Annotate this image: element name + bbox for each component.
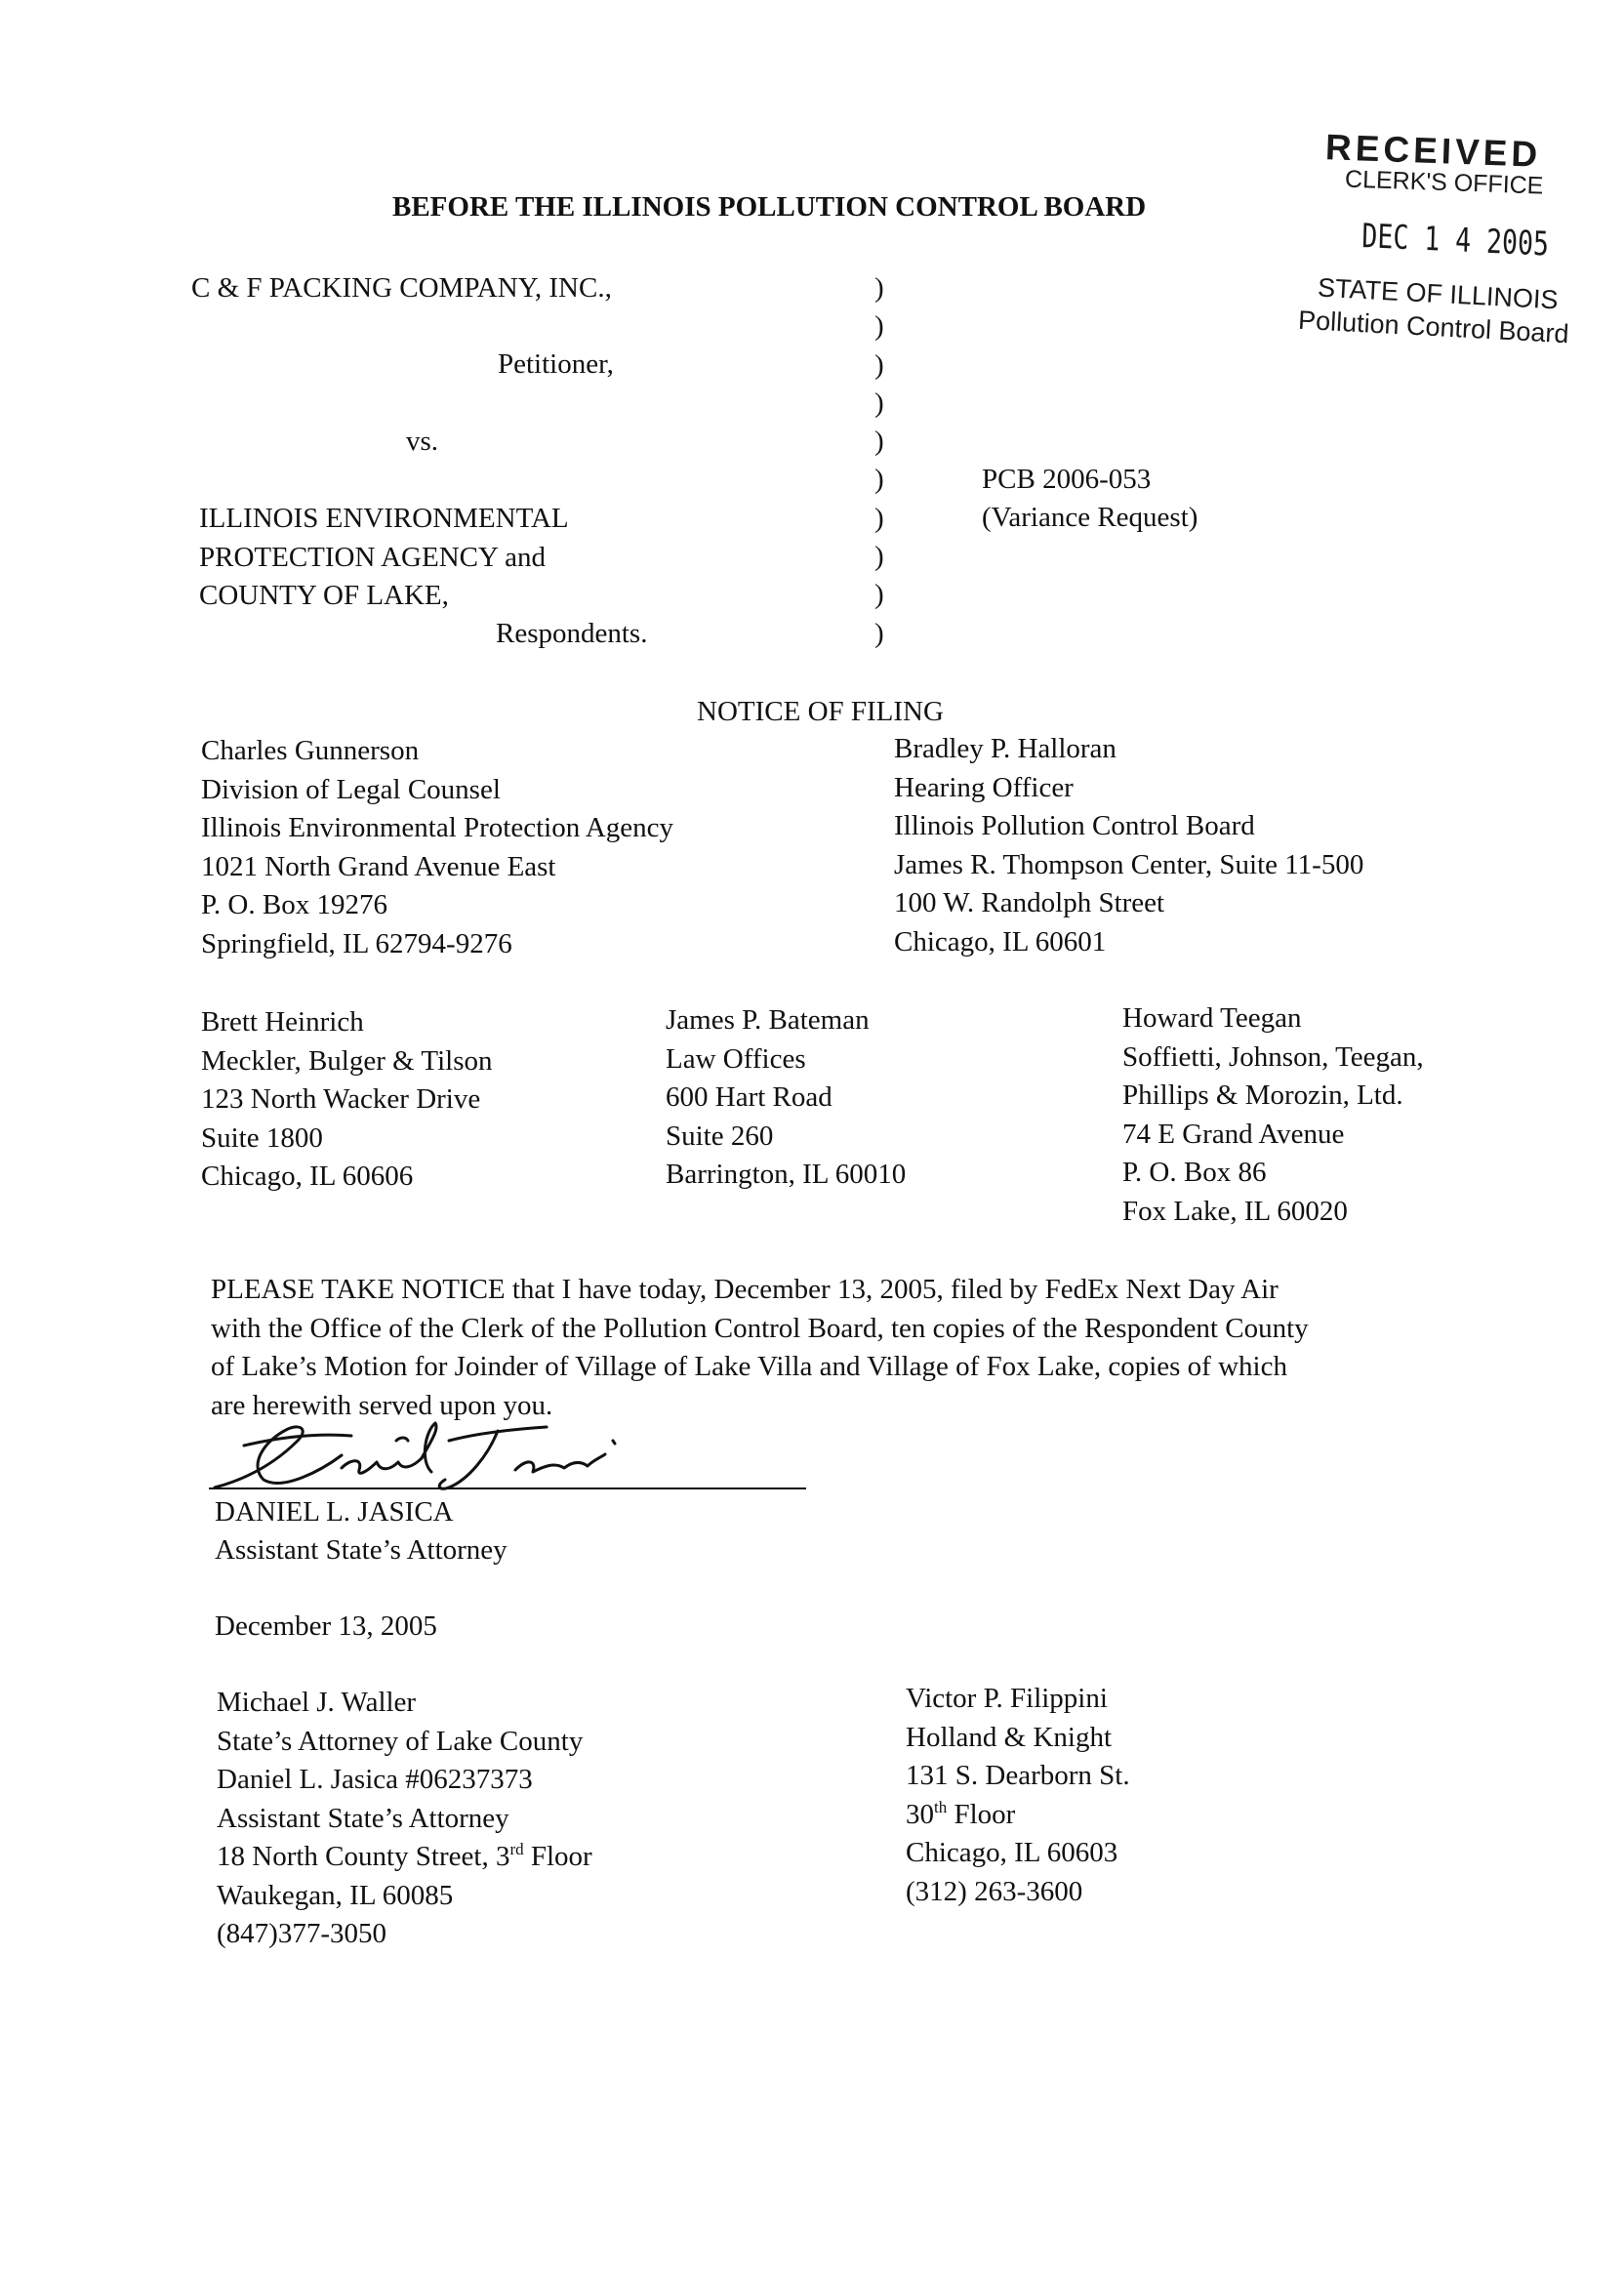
address-line: Brett Heinrich [201, 1006, 364, 1038]
address-line: P. O. Box 19276 [201, 889, 387, 920]
paren: ) [874, 541, 884, 573]
address-line: 600 Hart Road [666, 1081, 832, 1113]
paren: ) [874, 464, 884, 496]
paren: ) [874, 348, 884, 381]
address-line: Assistant State’s Attorney [217, 1802, 509, 1834]
ordinal-suffix: th [934, 1797, 948, 1816]
petitioner-role: Petitioner, [498, 348, 614, 380]
address-line: Barrington, IL 60010 [666, 1159, 907, 1190]
address-line: Chicago, IL 60603 [906, 1837, 1118, 1868]
address-line: Phillips & Morozin, Ltd. [1122, 1080, 1403, 1111]
address-line: Daniel L. Jasica #06237373 [217, 1764, 533, 1795]
date-line: December 13, 2005 [215, 1610, 437, 1642]
address-line: Michael J. Waller [217, 1687, 417, 1718]
paren: ) [874, 617, 884, 649]
address-line: Chicago, IL 60606 [201, 1161, 414, 1192]
case-type: (Variance Request) [982, 502, 1198, 533]
petitioner-name: C & F PACKING COMPANY, INC., [191, 272, 612, 304]
signer-name: DANIEL L. JASICA [215, 1496, 454, 1528]
address-line: Suite 260 [666, 1120, 774, 1152]
address-line: James R. Thompson Center, Suite 11-500 [894, 848, 1364, 880]
address-text: 18 North County Street, 3 [217, 1841, 510, 1872]
address-line: 1021 North Grand Avenue East [201, 850, 556, 882]
versus-label: vs. [406, 426, 439, 457]
notice-line: with the Office of the Clerk of the Pollution Control Board, ten copies of the Respondent County [211, 1312, 1309, 1344]
address-line: Holland & Knight [906, 1721, 1113, 1753]
address-line: Law Offices [666, 1042, 806, 1075]
address-line: (312) 263-3600 [906, 1875, 1083, 1907]
notice-line: are herewith served upon you. [211, 1389, 553, 1421]
service-bateman [666, 1001, 906, 1195]
signer-title: Assistant State’s Attorney [215, 1534, 508, 1566]
address-line: James P. Bateman [666, 1004, 870, 1036]
address-text: Floor [523, 1841, 592, 1872]
paren: ) [874, 426, 884, 458]
address-line: Charles Gunnerson [201, 735, 420, 766]
address-line: Howard Teegan [1122, 1002, 1302, 1034]
address-line: State’s Attorney of Lake County [217, 1725, 584, 1757]
paren: ) [874, 272, 884, 304]
address-line: Victor P. Filippini [906, 1683, 1108, 1714]
address-text: Floor [947, 1798, 1016, 1830]
caption-parens [874, 269, 884, 653]
address-line: Soffietti, Johnson, Teegan, [1122, 1040, 1424, 1073]
stamp-date: DEC 1 4 2005 [1360, 217, 1550, 265]
paren: ) [874, 579, 884, 611]
respondent-line: COUNTY OF LAKE, [199, 580, 449, 611]
notice-line: PLEASE TAKE NOTICE that I have today, December 13, 2005, filed by FedEx Next Day Air [211, 1274, 1279, 1305]
address-line: Meckler, Bulger & Tilson [201, 1044, 493, 1077]
stamp-board: Pollution Control Board [1297, 305, 1570, 349]
respondent-line: ILLINOIS ENVIRONMENTAL [199, 503, 569, 534]
respondent-role: Respondents. [496, 618, 648, 649]
service-teegan [1122, 999, 1424, 1231]
address-line: P. O. Box 86 [1122, 1157, 1267, 1188]
notice-body [211, 1271, 1309, 1425]
paren: ) [874, 387, 884, 419]
address-line: Fox Lake, IL 60020 [1122, 1195, 1348, 1227]
address-line [906, 1796, 1130, 1835]
address-line: Bradley P. Halloran [894, 733, 1116, 764]
paren: ) [874, 502, 884, 534]
attorney-block-right [906, 1680, 1130, 1911]
address-line: Waukegan, IL 60085 [217, 1879, 454, 1911]
service-heinrich [201, 1003, 493, 1197]
address-line: Illinois Environmental Protection Agency [201, 812, 674, 843]
paren: ) [874, 310, 884, 343]
case-number: PCB 2006-053 [982, 464, 1152, 495]
address-line: Springfield, IL 62794-9276 [201, 927, 512, 959]
address-line: (847)377-3050 [217, 1918, 386, 1949]
notice-line: of Lake’s Motion for Joinder of Village of Lake Villa and Village of Fox Lake, copies of which [211, 1351, 1287, 1382]
notice-title: NOTICE OF FILING [697, 696, 944, 727]
address-line: 74 E Grand Avenue [1122, 1118, 1345, 1150]
address-line: Division of Legal Counsel [201, 773, 501, 805]
address-line: Hearing Officer [894, 771, 1074, 803]
address-line: Illinois Pollution Control Board [894, 810, 1255, 841]
service-halloran [894, 730, 1363, 961]
service-gunnerson [201, 732, 673, 963]
respondent-line: PROTECTION AGENCY and [199, 541, 546, 573]
address-line: 123 North Wacker Drive [201, 1083, 481, 1115]
address-line: Suite 1800 [201, 1121, 323, 1154]
address-line: 100 W. Randolph Street [894, 887, 1165, 918]
address-text: 30 [906, 1798, 934, 1830]
stamp-office: CLERK'S OFFICE [1344, 165, 1544, 200]
attorney-block-left [217, 1684, 592, 1954]
address-line [217, 1838, 592, 1877]
signature-line [209, 1487, 806, 1489]
stamp-state: STATE OF ILLINOIS [1317, 272, 1560, 315]
address-line: 131 S. Dearborn St. [906, 1760, 1130, 1791]
handwritten-signature [205, 1411, 673, 1499]
address-line: Chicago, IL 60601 [894, 925, 1107, 958]
page-title: BEFORE THE ILLINOIS POLLUTION CONTROL BOARD [392, 191, 1147, 223]
stamp-received: RECEIVED [1324, 127, 1542, 175]
ordinal-suffix: rd [509, 1840, 524, 1858]
respondent-block [199, 500, 569, 616]
